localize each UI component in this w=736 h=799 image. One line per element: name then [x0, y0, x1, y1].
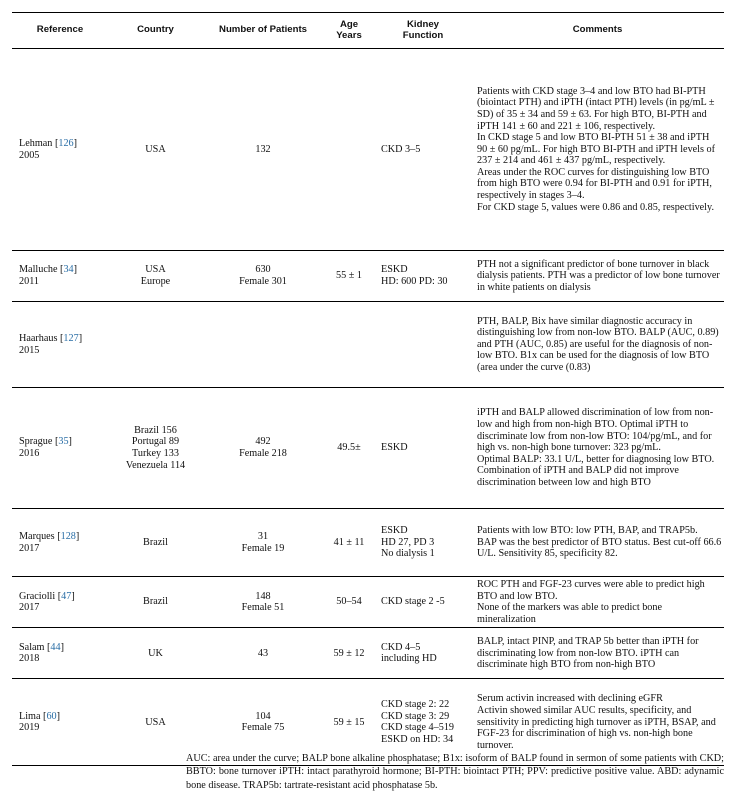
reference-cell: Graciolli [47] 2017: [12, 577, 108, 628]
table-row: [12, 388, 724, 509]
reference-year: 2017: [19, 602, 40, 614]
kidney-function-cell: CKD 4–5 including HD: [375, 628, 471, 679]
reference-cell: Lima [60] 2019: [12, 679, 108, 766]
comments-cell: iPTH and BALP allowed discrimination of low from non-low and high from non-high BTO. Optimal iPTH to discriminate low from non-low BTO: 104/pg/mL, and for high vs. non-high bone turnover: 323 pg/mL. Optimal BALP: 33.1 U/L, better for diagnosing low BTO. Combination of iPTH and BALP did not improve discrimination between low and high BTO: [471, 388, 724, 509]
reference-year: 2016: [19, 448, 40, 459]
comments-cell: Patients with CKD stage 3–4 and low BTO had BI-PTH (biointact PTH) and iPTH (intact PTH) levels (in pg/mL ± SD) of 35 ± 34 and 59 ± 63. For high BTO, BI-PTH and iPTH 141 ± 60 and 221 ± 106, respectively. In CKD stage 5 and low BTO BI-PTH 51 ± 38 and iPTH 90 ± 60 pg/mL. For high BTO BI-PTH and iPTH levels of 237 ± 214 and 461 ± 437 pg/mL, respectively. Areas under the ROC curves for distinguishing low BTO from high BTO were 0.94 for BI-PTH and 0.91 for iPTH, respectively in stages 3–4. For CKD stage 5, values were 0.86 and 0.85, respectively.: [471, 49, 724, 251]
country-cell: USA Europe: [108, 251, 203, 302]
patients-cell: [203, 302, 323, 388]
reference-cell: Sprague [35] 2016: [12, 388, 108, 509]
header-number-of-patients: Number of Patients: [203, 13, 323, 49]
citation-link[interactable]: 34: [63, 264, 74, 276]
reference-year: 2018: [19, 653, 40, 665]
kidney-function-cell: ESKD: [375, 388, 471, 509]
citation-link[interactable]: 44: [50, 641, 61, 653]
table-row: [12, 49, 724, 251]
header-comments: Comments: [471, 13, 724, 49]
comments-cell: PTH, BALP, Bix have similar diagnostic accuracy in distinguishing low from non-low BTO. BALP (AUC, 0.89) and PTH (AUC, 0.85) are useful for the diagnosis of non-low BTO. B1x can be used for the diagnosis of low BTO (area under the curve (0.83): [471, 302, 724, 388]
reference-year: 2017: [19, 542, 40, 554]
citation-link[interactable]: 35: [58, 436, 69, 448]
country-cell: [108, 302, 203, 388]
comments-cell: ROC PTH and FGF-23 curves were able to predict high BTO and low BTO. None of the markers was able to predict bone mineralization: [471, 577, 724, 628]
citation-link[interactable]: 60: [46, 710, 57, 722]
age-cell: 59 ± 15: [323, 679, 375, 766]
age-cell: 55 ± 1: [323, 251, 375, 302]
header-age-years: Age Years: [323, 13, 375, 49]
comments-cell: Patients with low BTO: low PTH, BAP, and TRAP5b. BAP was the best predictor of BTO status. Best cut-off 66.6 U/L. Sensitivity 85, specificity 82.: [471, 509, 724, 577]
reference-cell: Haarhaus [127] 2015: [12, 302, 108, 388]
comments-cell: PTH not a significant predictor of bone turnover in black dialysis patients. PTH was a predictor of low bone turnover in white patients on dialysis: [471, 251, 724, 302]
patients-cell: 148 Female 51: [203, 577, 323, 628]
kidney-function-cell: ESKD HD 27, PD 3 No dialysis 1: [375, 509, 471, 577]
header-kidney-function: Kidney Function: [375, 13, 471, 49]
country-cell: Brazil: [108, 577, 203, 628]
kidney-function-cell: CKD 3–5: [375, 49, 471, 251]
table-footnote: AUC: area under the curve; BALP bone alkaline phosphatase; B1x: isoform of BALP found in sermon of some patients with CKD; BBTO: bone turnover iPTH: intact parathyroid hormone; BI-PTH: biointact PTH; PPV: predictive positive value. ABD: adynamic bone disease. TRAP5b: tartrate-resistant acid phosphatase 5b.: [186, 753, 724, 791]
patients-cell: 31 Female 19: [203, 509, 323, 577]
reference-year: 2005: [19, 149, 40, 161]
reference-author: Malluche: [19, 264, 58, 276]
reference-author: Haarhaus: [19, 332, 58, 344]
header-reference: Reference: [12, 13, 108, 49]
reference-cell: Salam [44] 2018: [12, 628, 108, 679]
age-cell: 50–54: [323, 577, 375, 628]
reference-author: Marques: [19, 530, 55, 542]
kidney-function-cell: CKD stage 2: 22 CKD stage 3: 29 CKD stage 4–519 ESKD on HD: 34: [375, 679, 471, 766]
reference-author: Salam: [19, 641, 45, 653]
reference-cell: Marques [128] 2017: [12, 509, 108, 577]
country-cell: USA: [108, 49, 203, 251]
country-cell: UK: [108, 628, 203, 679]
age-cell: 41 ± 11: [323, 509, 375, 577]
patients-cell: 492 Female 218: [203, 388, 323, 509]
comments-cell: BALP, intact PINP, and TRAP 5b better than iPTH for discriminating low from non-low BTO. iPTH can discriminate high BTO from non-high BTO: [471, 628, 724, 679]
table-row: [12, 628, 724, 679]
reference-author: Lima: [19, 710, 41, 722]
table-row: [12, 251, 724, 302]
reference-cell: Lehman [126] 2005: [12, 49, 108, 251]
table-row: [12, 509, 724, 577]
age-cell: 49.5±: [323, 388, 375, 509]
reference-author: Sprague: [19, 436, 53, 448]
table-row: [12, 302, 724, 388]
reference-year: 2011: [19, 276, 39, 287]
comments-cell: Serum activin increased with declining eGFR Activin showed similar AUC results, specificity, and sensitivity in predicting high turnover as iPTH, BSAP, and FGF-23 for discrimination of high vs. non-high bone turnover.: [471, 679, 724, 766]
citation-link[interactable]: 128: [60, 530, 76, 542]
kidney-function-cell: ESKD HD: 600 PD: 30: [375, 251, 471, 302]
age-cell: [323, 49, 375, 251]
reference-author: Graciolli: [19, 590, 56, 602]
reference-year: 2015: [19, 344, 40, 356]
reference-year: 2019: [19, 722, 40, 734]
country-cell: Brazil: [108, 509, 203, 577]
table-header-row: [12, 13, 724, 49]
citation-link[interactable]: 47: [61, 590, 72, 602]
kidney-function-cell: CKD stage 2 -5: [375, 577, 471, 628]
country-cell: Brazil 156 Portugal 89 Turkey 133 Venezuela 114: [108, 388, 203, 509]
patients-cell: 132: [203, 49, 323, 251]
patients-cell: 104 Female 75: [203, 679, 323, 766]
country-cell: USA: [108, 679, 203, 766]
table-row: [12, 577, 724, 628]
kidney-function-cell: [375, 302, 471, 388]
references-table: [12, 12, 724, 766]
header-country: Country: [108, 13, 203, 49]
citation-link[interactable]: 126: [58, 137, 74, 149]
reference-author: Lehman: [19, 137, 53, 149]
age-cell: [323, 302, 375, 388]
age-cell: 59 ± 12: [323, 628, 375, 679]
reference-cell: Malluche [34] 2011: [12, 251, 108, 302]
patients-cell: 630 Female 301: [203, 251, 323, 302]
patients-cell: 43: [203, 628, 323, 679]
citation-link[interactable]: 127: [63, 332, 79, 344]
